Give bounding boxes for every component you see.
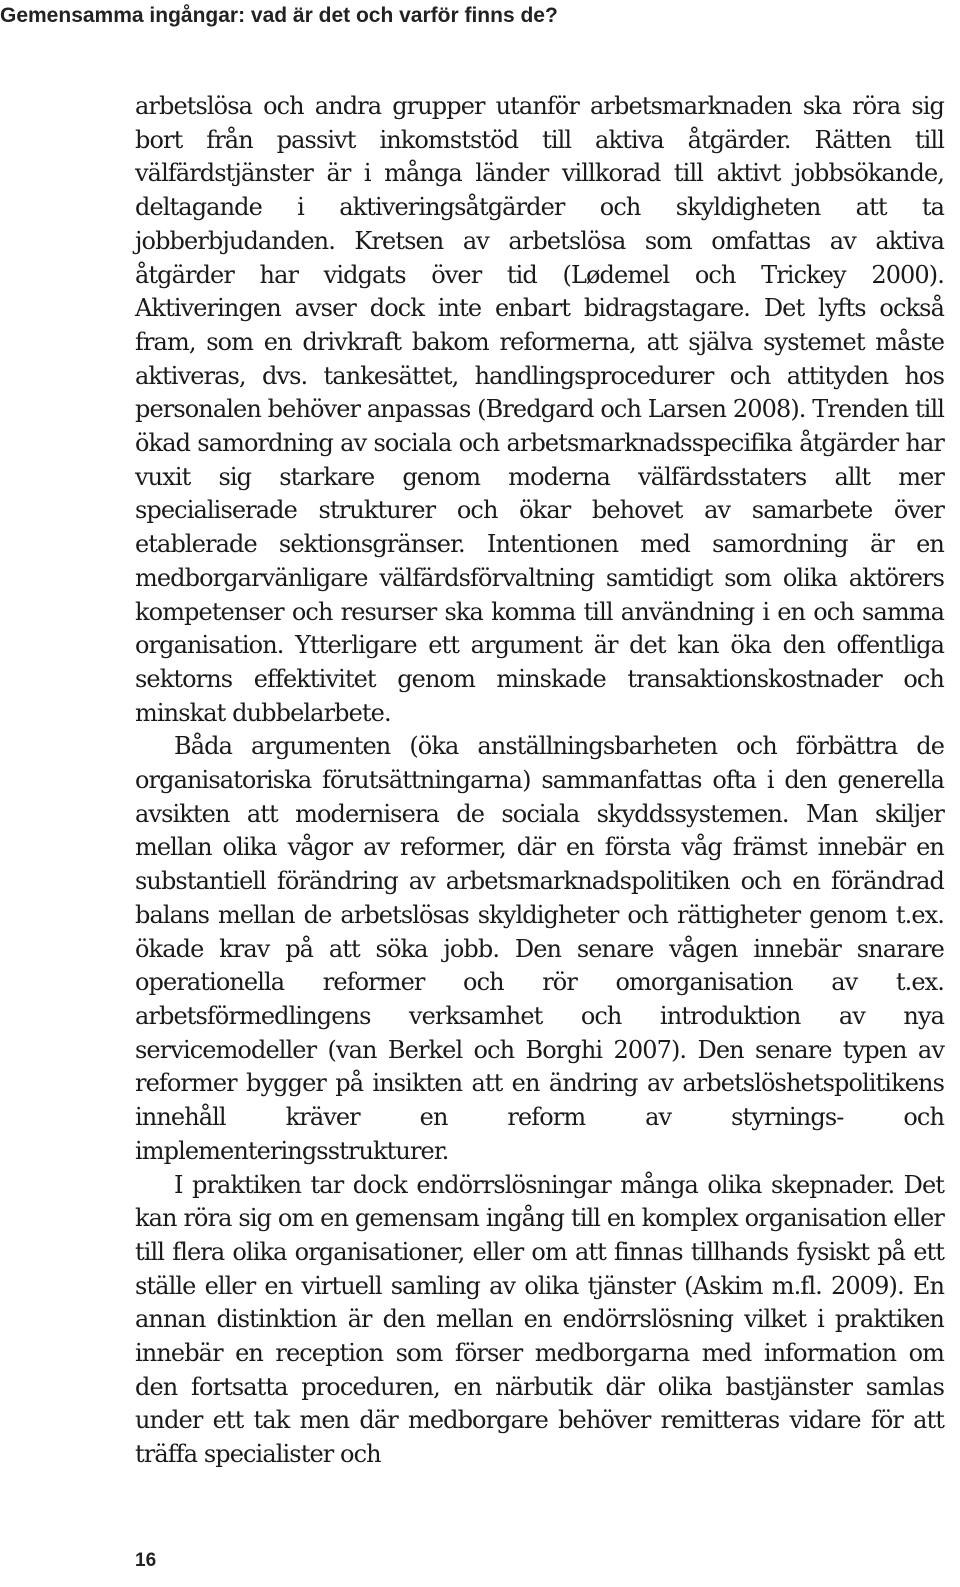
paragraph-3: I praktiken tar dock endörrslösningar många olika skepnader. Det kan röra sig om en gemensam ingång till en komplex organisation eller till flera olika organisationer, eller om att finnas tillhands fysiskt på ett ställe eller en virtuell samling av olika tjänster (Askim m.fl. 2009). En annan distinktion är den mellan en endörrslösning vilket i praktiken innebär en reception som förser medborgarna med information om den fortsatta proceduren, en närbutik där olika bastjänster samlas under ett tak men där medborgare behöver remitteras vidare för att träffa specialister och [135,1170,944,1469]
paragraph-1: arbetslösa och andra grupper utanför arbetsmarknaden ska röra sig bort från passivt inkomststöd till aktiva åtgärder. Rätten till välfärdstjänster är i många länder villkorad till aktivt jobbsökande, deltagande i aktiveringsåtgärder och skyldigheten att ta jobberbjudanden. Kretsen av arbetslösa som omfattas av aktiva åtgärder har vidgats över tid (Lødemel och Trickey 2000). Aktiveringen avser dock inte enbart bidragstagare. Det lyfts också fram, som en drivkraft bakom reformerna, att själva systemet måste aktiveras, dvs. tankesättet, handlingsprocedurer och attityden hos personalen behöver anpassas (Bredgard och Larsen 2008). Trenden till ökad samordning av sociala och arbetsmarknadsspecifika åtgärder har vuxit sig starkare genom moderna välfärdsstaters allt mer specialiserade strukturer och ökar behovet av samarbete över etablerade sektionsgränser. Intentionen med samordning är en medborgarvänligare välfärdsförvaltning samtidigt som olika aktörers kompetenser och resurser ska komma till användning i en och samma organisation. Ytterligare ett argument är det kan öka den offentliga sektorns effektivitet genom minskade transaktionskostnader och minskat dubbelarbete. [135,92,944,727]
body-text [135,90,944,1472]
paragraph-2: Båda argumenten (öka anställningsbarheten och förbättra de organisatoriska förutsättningarna) sammanfattas ofta i den generella avsikten att modernisera de sociala skyddssystemen. Man skiljer mellan olika vågor av reformer, där en första våg främst innebär en substantiell förändring av arbetsmarknadspolitiken och en förändrad balans mellan de arbetslösas skyldigheter och rättigheter genom t.ex. ökade krav på att söka jobb. Den senare vågen innebär snarare operationella reformer och rör omorganisation av t.ex. arbetsförmedlingens verksamhet och introduktion av nya servicemodeller (van Berkel och Borghi 2007). Den senare typen av reformer bygger på insikten att en ändring av arbetslöshetspolitikens innehåll kräver en reform av styrnings- och implementeringsstrukturer. [135,732,944,1165]
running-header: Gemensamma ingångar: vad är det och varför finns de? [0,4,558,27]
page-number: 16 [135,1550,157,1571]
